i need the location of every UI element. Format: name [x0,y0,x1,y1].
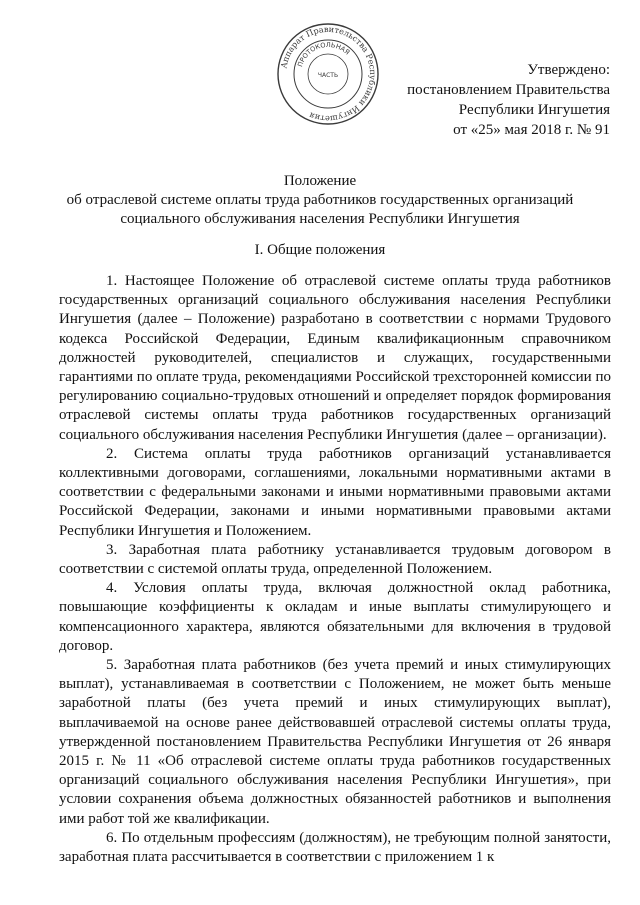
approval-line-resolution: постановлением Правительства [407,82,610,98]
paragraph-6: 6. По отдельным профессиям (должностям), не требующим полной занятости, заработная плата рассчитывается в соответствии с приложением 1 к [59,829,611,866]
document-title [40,172,600,229]
approval-block [310,60,610,140]
title-line-3: социального обслуживания населения Республики Ингушетия [120,211,520,227]
svg-text:ПРОТОКОЛЬНАЯ: ПРОТОКОЛЬНАЯ [296,40,352,68]
section-heading: I. Общие положения [254,242,386,258]
paragraph-1: 1. Настоящее Положение об отраслевой системе оплаты труда работников государственных организаций социального обслуживания населения Республики Ингушетия (далее – Положение) разработано в соответствии с нормами Трудового кодекса Российской Федерации, Единым квалификационным справочником должностей руководителей, специалистов и служащих, государственными гарантиями по оплате труда, рекомендациями Российской трехсторонней комиссии по регулированию социально-трудовых отношений и определяет порядок формирования отраслевой системы оплаты труда работников государственных организаций социального обслуживания населения Республики Ингушетия (далее – организации). [59,273,611,443]
svg-text:ЧАСТЬ: ЧАСТЬ [317,72,339,79]
title-line-1: Положение [283,173,357,189]
paragraph-3: 3. Заработная плата работнику устанавливается трудовым договором в соответствии с системой оплаты труда, определенной Положением. [59,541,611,578]
approval-line-republic: Республики Ингушетия [458,102,610,118]
approval-line-approved: Утверждено: [527,62,610,78]
svg-text:Аппарат Правительства Республи: Аппарат Правительства Республики Ингушетия [278,23,379,125]
title-line-2: об отраслевой системе оплаты труда работников государственных организаций [66,192,574,208]
paragraph-4: 4. Условия оплаты труда, включая должностной оклад работника, повышающие коэффициенты к окладам и иные выплаты стимулирующего и компенсационного характера, являются обязательными для включения в трудовой договор. [59,580,611,654]
approval-line-date-number: от «25» мая 2018 г. № 91 [453,122,610,138]
paragraph-2: 2. Система оплаты труда работников организаций устанавливается коллективными договорами, соглашениями, локальными нормативными актами в соответствии с федеральными законами и иными нормативными правовыми актами Российской Федерации, законами и иными нормативными правовыми актами Республики Ингушетия и Положением. [59,445,611,539]
document-body [59,272,611,867]
paragraph-5: 5. Заработная плата работников (без учета премий и иных стимулирующих выплат), устанавливаемая в соответствии с Положением, не может быть меньше заработной платы (без учета премий и иных стимулирующих выплат), выплачиваемой на основе ранее действовавшей отраслевой системы оплаты труда, утвержденной постановлением Правительства Республики Ингушетия от 26 января 2015 г. № 11 «Об отраслевой системе оплаты труда работников государственных организаций социального обслуживания населения Республики Ингушетия», при условии сохранения объема должностных обязанностей работников и выполнения ими работ той же квалификации. [59,657,611,827]
